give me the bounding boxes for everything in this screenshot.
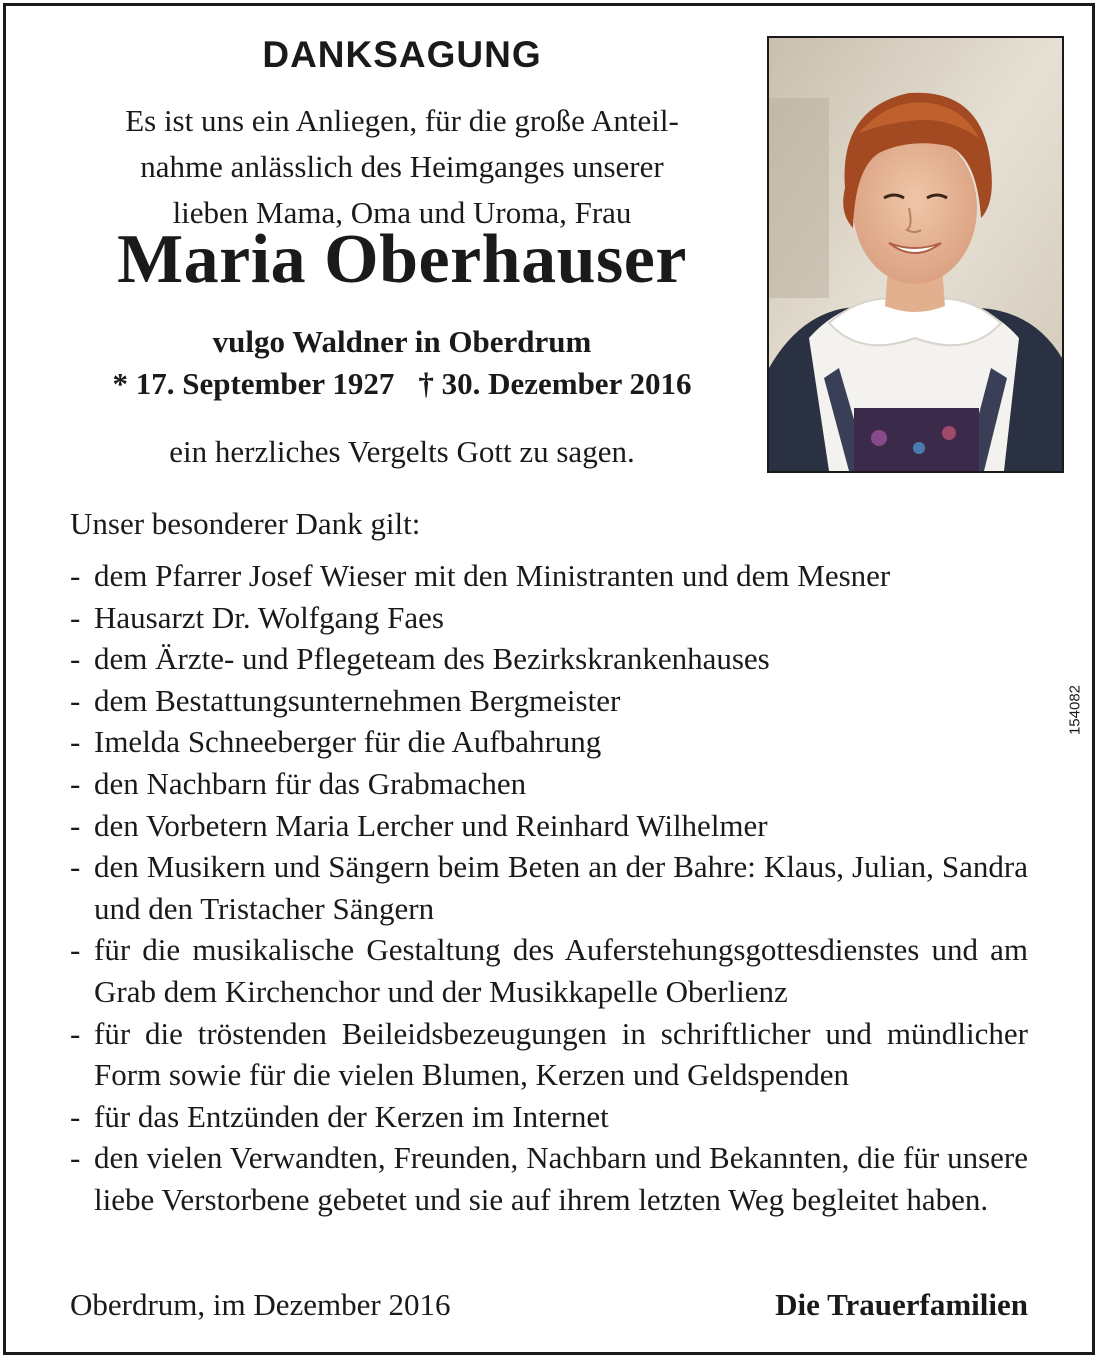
special-thanks-title: Unser besonderer Dank gilt:: [70, 506, 421, 541]
death-date: † 30. Dezember 2016: [418, 366, 692, 401]
signature: Die Trauerfamilien: [775, 1287, 1028, 1322]
ad-code: 154082: [1066, 684, 1084, 736]
list-item: - dem Bestattungsunternehmen Bergmeister: [70, 680, 1028, 722]
list-item: - den Vorbetern Maria Lercher und Reinhard Wilhelmer: [70, 805, 1028, 847]
intro-line: nahme anlässlich des Heimganges unserer: [140, 149, 664, 184]
list-item: - dem Pfarrer Josef Wieser mit den Ministranten und dem Mesner: [70, 555, 1028, 597]
intro-line: Es ist uns ein Anliegen, für die große Anteil-: [125, 103, 679, 138]
list-item: - für die tröstenden Beileidsbezeugungen in schriftlicher und mündlicher Form sowie für die vielen Blumen, Kerzen und Geldspenden: [70, 1013, 1028, 1096]
list-item: - für die musikalische Gestaltung des Auferstehungsgottesdienstes und am Grab dem Kirchenchor und der Musikkapelle Oberlienz: [70, 929, 1028, 1012]
deceased-name: Maria Oberhauser: [117, 221, 687, 298]
intro-line: lieben Mama, Oma und Uroma, Frau: [172, 195, 632, 230]
thanks-line: ein herzliches Vergelts Gott zu sagen.: [169, 434, 635, 469]
list-item: - den Musikern und Sängern beim Beten an der Bahre: Klaus, Julian, Sandra und den Tristacher Sängern: [70, 846, 1028, 929]
notice-heading: DANKSAGUNG: [262, 34, 542, 75]
list-item: - den Nachbarn für das Grabmachen: [70, 763, 1028, 805]
list-item: - für das Entzünden der Kerzen im Internet: [70, 1096, 1028, 1138]
list-item: - dem Ärzte- und Pflegeteam des Bezirkskrankenhauses: [70, 638, 1028, 680]
portrait-illustration: [769, 38, 1062, 471]
list-item: - Hausarzt Dr. Wolfgang Faes: [70, 597, 1028, 639]
intro-text: [72, 98, 732, 236]
list-item: - den vielen Verwandten, Freunden, Nachbarn und Bekannten, die für unsere liebe Verstorbene gebetet und sie auf ihrem letzten Weg begleitet haben.: [70, 1137, 1028, 1220]
birth-date: * 17. September 1927: [112, 366, 395, 401]
place-date: Oberdrum, im Dezember 2016: [70, 1287, 451, 1322]
deceased-alias: vulgo Waldner in Oberdrum: [212, 324, 592, 359]
thanks-list: [70, 555, 1028, 1221]
list-item: - Imelda Schneeberger für die Aufbahrung: [70, 721, 1028, 763]
portrait-photo: [767, 36, 1064, 473]
life-dates: [62, 366, 742, 402]
